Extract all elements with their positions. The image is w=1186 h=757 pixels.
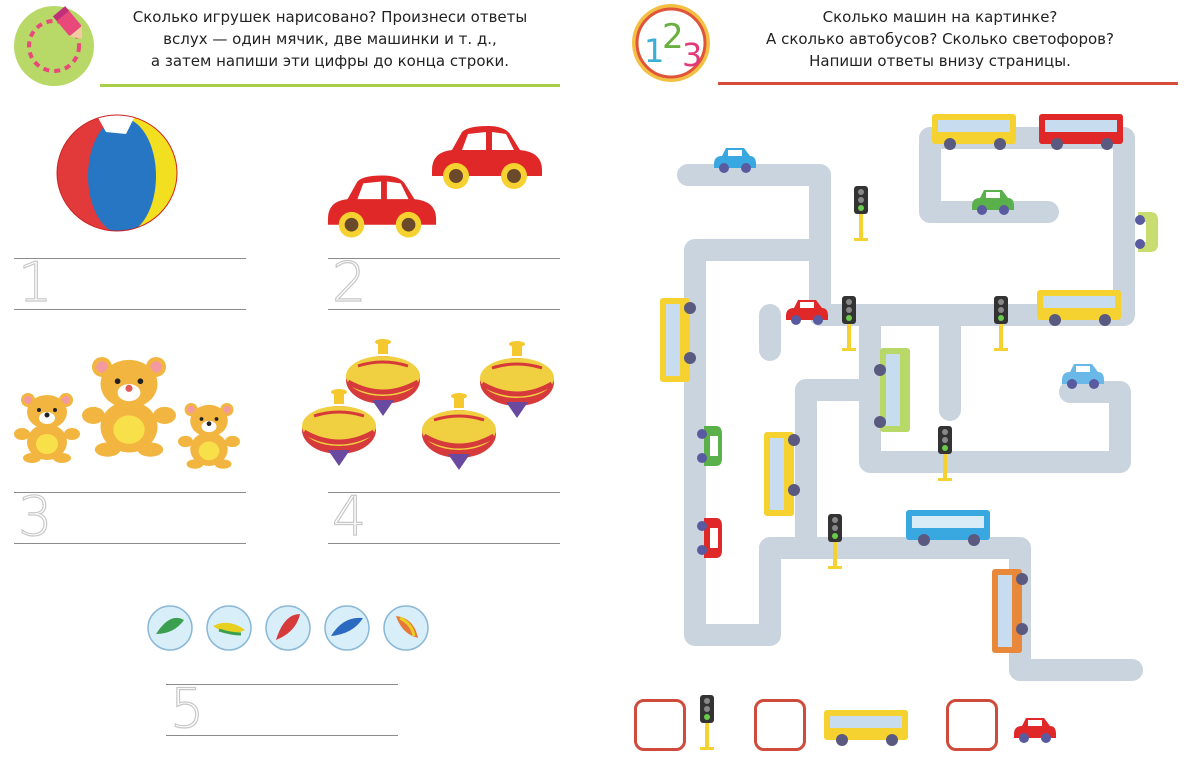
badge-digit-1: 1 bbox=[644, 32, 665, 70]
car-icon bbox=[712, 146, 758, 176]
writing-line-1[interactable] bbox=[14, 251, 246, 314]
bus-icon bbox=[990, 566, 1030, 656]
marble-icon bbox=[205, 604, 253, 652]
writing-line-4[interactable] bbox=[328, 485, 560, 548]
answer-box-traffic-lights[interactable] bbox=[634, 699, 686, 751]
badge-digit-2: 2 bbox=[662, 17, 684, 57]
ball-icon bbox=[56, 114, 178, 232]
bus-icon bbox=[822, 708, 910, 748]
marble-icon bbox=[323, 604, 371, 652]
teddy-bear-icon bbox=[82, 350, 176, 458]
car-icon bbox=[324, 172, 440, 242]
bus-icon bbox=[762, 430, 802, 518]
car-icon bbox=[696, 516, 726, 560]
bus-icon bbox=[1036, 112, 1126, 152]
right-instruction-line-3: Напиши ответы внизу страницы. bbox=[809, 52, 1071, 70]
traffic-light-icon bbox=[992, 294, 1010, 352]
left-instructions bbox=[98, 6, 562, 72]
traffic-light-icon bbox=[852, 184, 870, 242]
marble-icon bbox=[146, 604, 194, 652]
left-header-divider bbox=[100, 84, 560, 87]
trace-digit-3: 3 bbox=[18, 485, 53, 548]
left-instruction-line-2: вслух — один мячик, две машинки и т. д., bbox=[163, 30, 497, 48]
car-icon bbox=[1012, 716, 1058, 746]
spinning-top-icon bbox=[420, 392, 498, 472]
trace-digit-4: 4 bbox=[332, 485, 367, 548]
bus-icon bbox=[904, 508, 992, 548]
left-page bbox=[0, 0, 590, 757]
writing-line-2[interactable] bbox=[328, 251, 560, 314]
bus-icon bbox=[658, 296, 698, 384]
marble-icon bbox=[382, 604, 430, 652]
car-icon bbox=[970, 188, 1016, 218]
car-icon bbox=[428, 124, 546, 192]
traffic-light-icon bbox=[840, 294, 858, 352]
left-instruction-line-1: Сколько игрушек нарисовано? Произнеси ответы bbox=[132, 8, 528, 26]
teddy-bear-icon bbox=[178, 398, 240, 470]
spinning-top-icon bbox=[300, 388, 378, 468]
trace-digit-2: 2 bbox=[332, 251, 367, 314]
traffic-light-icon bbox=[698, 692, 716, 752]
answer-box-buses[interactable] bbox=[754, 699, 806, 751]
marble-icon bbox=[264, 604, 312, 652]
teddy-bear-icon bbox=[14, 390, 80, 462]
bus-icon bbox=[874, 346, 914, 434]
car-icon bbox=[696, 424, 726, 468]
traffic-light-icon bbox=[826, 512, 844, 570]
traffic-light-icon bbox=[936, 424, 954, 482]
left-instruction-line-3: а затем напиши эти цифры до конца строки. bbox=[150, 52, 510, 70]
answer-box-cars[interactable] bbox=[946, 699, 998, 751]
car-icon bbox=[1060, 362, 1106, 392]
car-icon bbox=[784, 298, 830, 328]
right-instruction-line-2: А сколько автобусов? Сколько светофоров? bbox=[766, 30, 1114, 48]
trace-digit-1: 1 bbox=[18, 251, 53, 314]
bus-icon bbox=[930, 112, 1018, 152]
writing-line-5[interactable] bbox=[166, 677, 398, 740]
writing-line-3[interactable] bbox=[14, 485, 246, 548]
trace-digit-5: 5 bbox=[170, 677, 205, 740]
badge-digit-3: 3 bbox=[682, 36, 703, 74]
right-page bbox=[600, 0, 1186, 757]
right-instruction-line-1: Сколько машин на картинке? bbox=[822, 8, 1058, 26]
bus-icon bbox=[1034, 288, 1124, 328]
pencil-badge-icon bbox=[12, 6, 96, 86]
car-icon bbox=[1134, 210, 1164, 254]
